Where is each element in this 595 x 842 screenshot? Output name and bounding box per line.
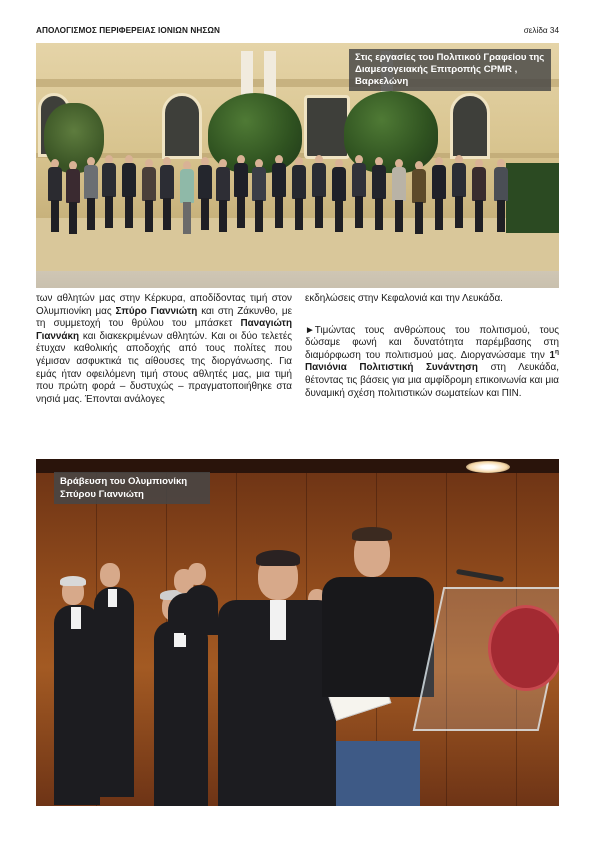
photo-caption: Στις εργασίες του Πολιτικού Γραφείου της Διαμεσογειακής Επιτροπής CPMR , Βαρκελώνη: [349, 49, 551, 91]
photo-caption: Βράβευση του Ολυμπιονίκη Σπύρου Γιαννιώτη: [54, 472, 210, 504]
article-left-column: [36, 293, 292, 406]
article-paragraph: ►Τιμώντας τους ανθρώπους του πολιτισμού, τους δώσαμε φωνή και δυνατότητα παρέμβασης στη διαμόρφωση του πολιτισμού μας. Διοργανώσαμε την $1^\eta$ Πανιόνια Πολιτιστική Συνάντηση στη Λευκάδα, θέτοντας τις βάσεις για μια αμφίδρομη επικοινωνία και μια δυναμική σχέση πολιτιστικών σωματείων και ΠΙΝ.: [305, 324, 559, 399]
article-right-column: [305, 293, 559, 400]
page-number: σελίδα 34: [523, 26, 559, 35]
article-paragraph: των αθλητών μας στην Κέρκυρα, αποδίδοντας τιμή στον Ολυμπιονίκη μας Σπύρο Γιαννιώτη και στη Ζάκυνθο, με τη συμμετοχή του θρύλου του μπάσκετ Παναγιώτη Γιαννάκη και διακεκριμένων αθλητών. Και οι δύο τελετές έτυχαν καθολικής αποδοχής από τους πολίτες που γέμισαν ασφυκτικά τις αίθουσες της διοργάνωσης. Για εμάς ήταν οφειλόμενη τιμή στους αθλητές μας, μια τιμή που πρώτη φορά – δυστυχώς – πραγματοποιήθηκε στα νησιά μας. Έπονται ανάλογες: [36, 293, 292, 405]
award-photo: [36, 459, 559, 806]
document-header-title: ΑΠΟΛΟΓΙΣΜΟΣ ΠΕΡΙΦΕΡΕΙΑΣ ΙΟΝΙΩΝ ΝΗΣΩΝ: [36, 26, 221, 35]
group-photo: [36, 43, 559, 288]
article-paragraph: εκδηλώσεις στην Κεφαλονιά και την Λευκάδα.: [305, 293, 503, 304]
